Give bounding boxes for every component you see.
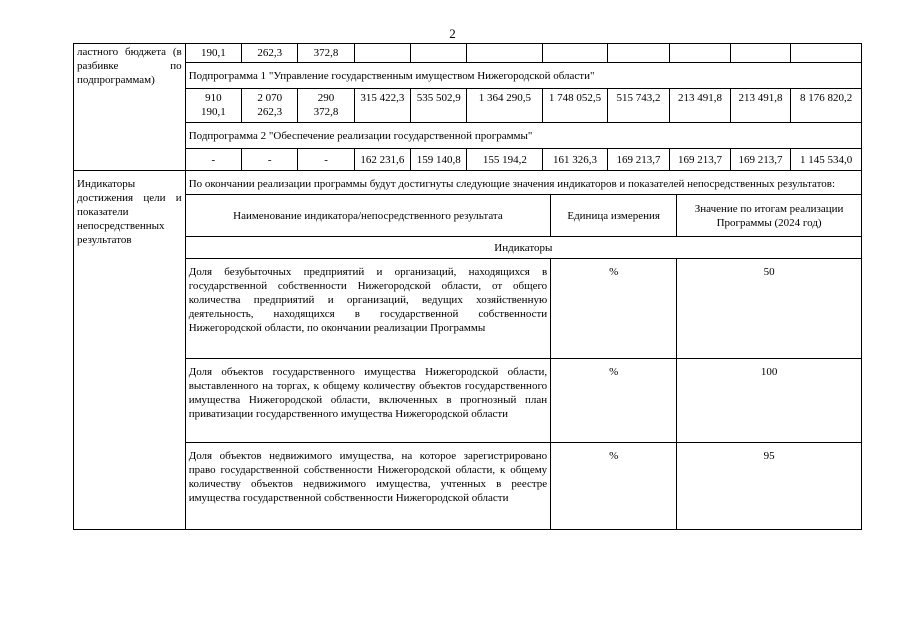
indicator-unit: % [551,443,677,529]
sp2-cell: 1 145 534,0 [791,149,862,171]
sp2-cell: 169 213,7 [607,149,670,171]
sp1-cell: 315 422,3 [354,89,410,123]
indicator-unit: % [551,259,677,359]
header-unit: Единица измерения [551,195,677,237]
passport-table [73,43,862,530]
summary-cell: 372,8 [298,44,354,63]
header-value: Значение по итогам реализации Программы (2024 год) [677,195,861,237]
section-title: Индикаторы [186,237,861,259]
indicators-label: Индикаторы достижения цели и показатели непосредственных результатов [74,171,186,530]
indicators-table [186,194,861,529]
sp1-cell: 213 491,8 [730,89,790,123]
summary-cell: 262,3 [242,44,298,63]
sp2-cell: - [242,149,298,171]
subprogram2-title: Подпрограмма 2 "Обеспечение реализации государственной программы" [185,123,861,149]
sp2-cell: 169 213,7 [670,149,730,171]
sp2-cell: 169 213,7 [730,149,790,171]
subprogram1-title: Подпрограмма 1 "Управление государственным имуществом Нижегородской области" [185,63,861,89]
sp1-cell: 213 491,8 [670,89,730,123]
summary-cell: 190,1 [185,44,241,63]
indicator-value: 50 [677,259,861,359]
header-name: Наименование индикатора/непосредственного результата [186,195,551,237]
finance-label: ластного бюджета (в разбивке по подпрограммам) [74,44,186,171]
indicator-name: Доля объектов недвижимого имущества, на которое зарегистрировано право государственной собственности Нижегородской области, к общему количеству объектов недвижимого имущества, учтенных в реестре имущества государственной собственности Нижегородской области [186,443,551,529]
sp2-cell: - [298,149,354,171]
sp1-cell: 290 372,8 [298,89,354,123]
page-number: 2 [449,26,456,41]
sp2-cell: 159 140,8 [411,149,467,171]
sp2-cell: 162 231,6 [354,149,410,171]
indicators-cell [185,171,861,530]
sp2-cell: 161 326,3 [543,149,608,171]
indicator-value: 100 [677,359,861,443]
indicator-name: Доля безубыточных предприятий и организаций, находящихся в государственной собственности Нижегородской области, от общего количества предприятий и организаций, ведущих хозяйственную деятельность, находящихся в государственной собственности Нижегородской области, по окончании реализации Программы [186,259,551,359]
sp1-cell: 8 176 820,2 [791,89,862,123]
sp1-cell: 1 364 290,5 [467,89,543,123]
indicator-unit: % [551,359,677,443]
sp1-cell: 2 070 262,3 [242,89,298,123]
indicator-value: 95 [677,443,861,529]
sp2-cell: - [185,149,241,171]
sp1-cell: 1 748 052,5 [543,89,608,123]
sp1-cell: 535 502,9 [411,89,467,123]
indicator-name: Доля объектов государственного имущества Нижегородской области, выставленного на торгах, к общему количеству объектов государственного имущества Нижегородской области, включенных в прогнозный план приватизации государственного имущества Нижегородской области [186,359,551,443]
sp1-cell: 910 190,1 [185,89,241,123]
indicators-intro: По окончании реализации программы будут достигнуты следующие значения индикаторов и показателей непосредственных результатов: [188,178,836,190]
sp2-cell: 155 194,2 [467,149,543,171]
sp1-cell: 515 743,2 [607,89,670,123]
